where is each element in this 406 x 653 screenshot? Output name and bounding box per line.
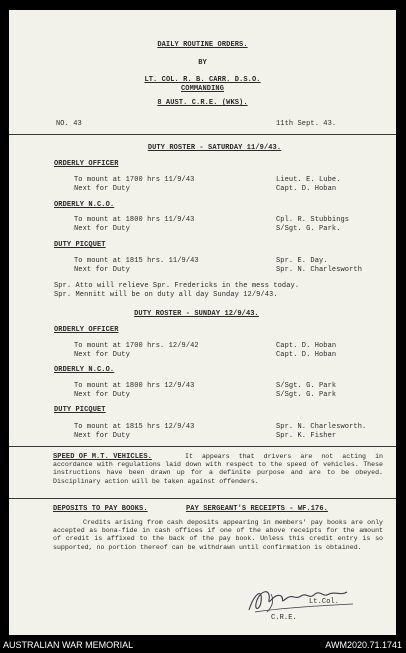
speed-heading: SPEED OF M.T. VEHICLES. [53, 453, 152, 461]
divider-top [9, 134, 396, 135]
sat-nco-next-name: S/Sgt. G. Park. [276, 225, 341, 233]
sat-officer-next: Next for Duty [74, 185, 130, 193]
sun-officer-next: Next for Duty [74, 351, 130, 359]
sat-nco-mount-name: Cpl. R. Stubbings [276, 216, 350, 224]
sun-picquet-mount: To mount at 1815 hrs 12/9/43 [74, 423, 195, 431]
sat-note-1: Spr. Atto will relieve Spr. Fredericks in the mess today. [54, 282, 300, 290]
sat-picquet-next: Next for Duty [74, 266, 130, 274]
archive-footer [0, 638, 406, 653]
archive-name: AUSTRALIAN WAR MEMORIAL [3, 640, 134, 650]
sat-picquet-next-name: Spr. N. Charlesworth [276, 266, 363, 274]
sat-picquet-mount-name: Spr. E. Day. [276, 257, 328, 265]
by-line: BY [198, 59, 207, 67]
deposits-heading: DEPOSITS TO PAY BOOKS. [53, 505, 148, 513]
document-title: DAILY ROUTINE ORDERS. [157, 41, 248, 49]
sat-officer-mount: To mount at 1700 hrs 11/9/43 [74, 176, 195, 184]
signature-role: C.R.E. [271, 614, 297, 622]
sun-nco-next-name: S/Sgt. G. Park [276, 391, 337, 399]
sun-nco-next: Next for Duty [74, 391, 130, 399]
sun-officer-mount: To mount at 1700 hrs. 12/9/42 [74, 342, 199, 350]
commanding-label: COMMANDING [180, 85, 224, 93]
order-number: NO. 43 [56, 120, 82, 128]
sat-picquet-heading: DUTY PICQUET [54, 241, 106, 249]
sat-nco-mount: To mount at 1800 hrs 11/9/43 [74, 216, 195, 224]
sat-picquet-mount: To mount at 1815 hrs. 11/9/43 [74, 257, 199, 265]
deposits-body: Credits arising from cash deposits appearing in members' pay books are only accepted as bona-fide in cash offices if one of the above receipts for the amount of credit is affixed to the back of the pay book. Unless this credit entry is so supported, no portion thereof can be withdrawn until confirmation is obtained. [53, 519, 383, 551]
sat-officer-next-name: Capt. D. Hoban [276, 185, 337, 193]
sun-officer-heading: ORDERLY OFFICER [54, 326, 119, 334]
sun-officer-next-name: Capt. D. Hoban [276, 351, 337, 359]
sun-picquet-heading: DUTY PICQUET [54, 406, 106, 414]
handwritten-signature [241, 582, 365, 618]
sun-officer-mount-name: Capt. D. Hoban [276, 342, 337, 350]
sat-note-2: Spr. Mennitt will be on duty all day Sunday 12/9/43. [54, 291, 278, 299]
sun-nco-mount-name: S/Sgt. G. Park [276, 382, 337, 390]
divider-lower [9, 498, 396, 499]
unit-name: 8 AUST. C.R.E. (WKS). [157, 99, 248, 107]
commander-name: LT. COL. R. B. CARR. D.S.O. [144, 76, 261, 84]
sun-picquet-next: Next for Duty [74, 432, 130, 440]
order-date: 11th Sept. 43. [276, 120, 337, 128]
sun-picquet-mount-name: Spr. N. Charlesworth. [276, 423, 367, 431]
roster-saturday-heading: DUTY ROSTER - SATURDAY 11/9/43. [147, 144, 282, 152]
roster-sunday-heading: DUTY ROSTER - SUNDAY 12/9/43. [134, 310, 259, 318]
sun-nco-mount: To mount at 1800 hrs 12/9/43 [74, 382, 195, 390]
sat-nco-heading: ORDERLY N.C.O. [54, 201, 115, 209]
sun-nco-heading: ORDERLY N.C.O. [54, 366, 115, 374]
sat-nco-next: Next for Duty [74, 225, 130, 233]
archive-reference: AWM2020.71.1741 [325, 640, 402, 650]
pay-sergeant-heading: PAY SERGEANT'S RECEIPTS - WF.176. [186, 505, 328, 513]
sat-officer-mount-name: Lieut. E. Lube. [276, 176, 341, 184]
speed-body: It appears that drivers are not acting in accordance with regulations laid down with respect to the speed of vehicles. These instructions have been drawn up for a definite purpose and are to be obeyed. Disciplinary action will be taken against offenders. [53, 453, 383, 485]
document-page [9, 10, 396, 635]
divider-middle [9, 446, 396, 447]
signature-rank: Lt.Col. [309, 598, 340, 606]
sat-officer-heading: ORDERLY OFFICER [54, 160, 119, 168]
sun-picquet-next-name: Spr. K. Fisher [276, 432, 337, 440]
